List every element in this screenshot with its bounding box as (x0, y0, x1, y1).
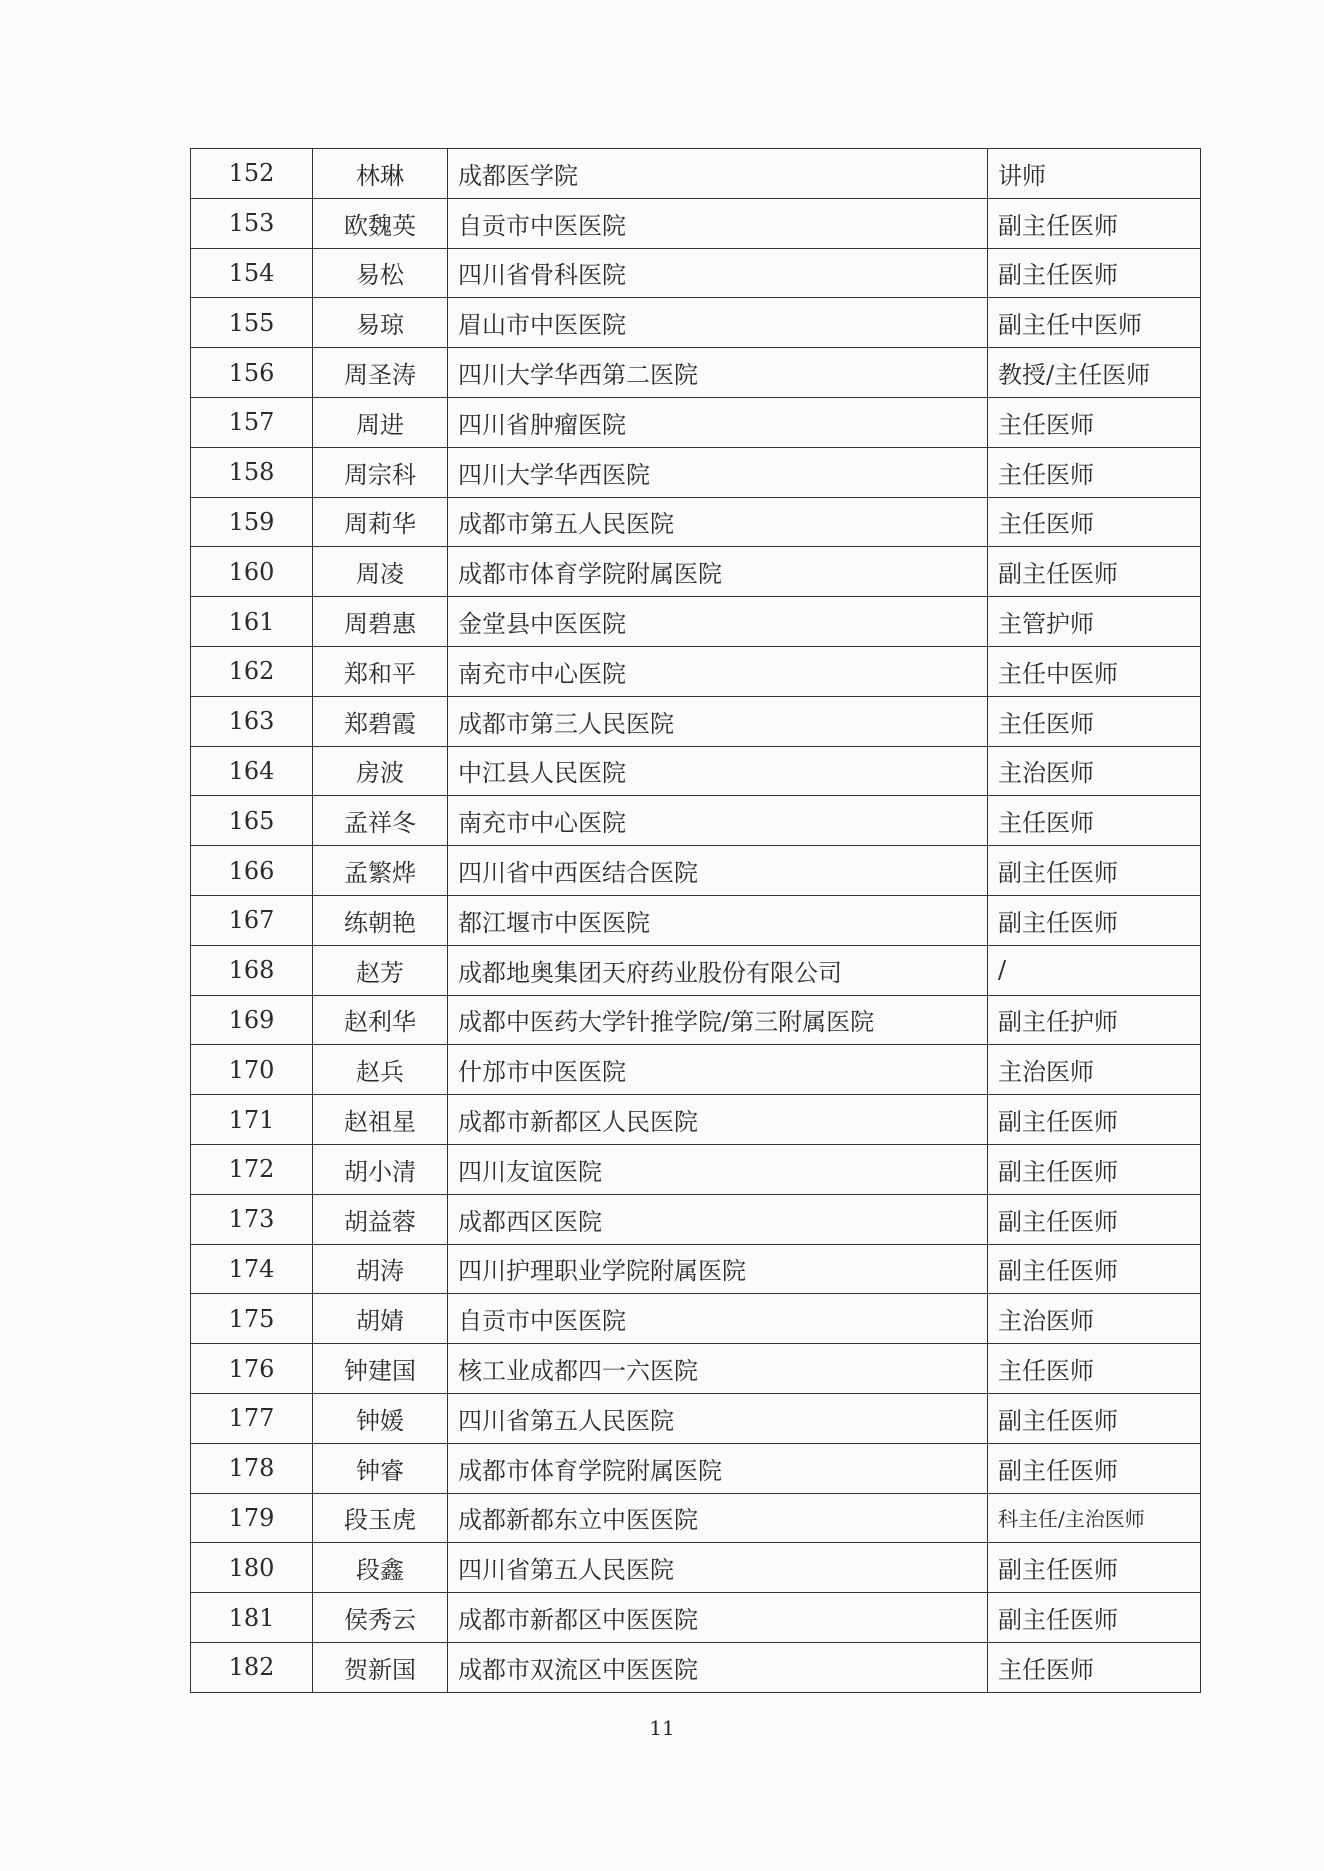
person-name: 周凌 (313, 547, 448, 597)
job-title: 副主任医师 (988, 1095, 1201, 1145)
job-title: 主治医师 (988, 746, 1201, 796)
row-number: 178 (191, 1443, 313, 1493)
job-title: 副主任医师 (988, 547, 1201, 597)
table-row (191, 447, 1201, 497)
row-number: 161 (191, 597, 313, 647)
person-name: 孟祥冬 (313, 796, 448, 846)
job-title: 主治医师 (988, 1294, 1201, 1344)
table-row (191, 547, 1201, 597)
table-row (191, 1144, 1201, 1194)
job-title: 科主任/主治医师 (988, 1493, 1201, 1543)
person-name: 侯秀云 (313, 1593, 448, 1643)
person-name: 房波 (313, 746, 448, 796)
row-number: 170 (191, 1045, 313, 1095)
table-row (191, 945, 1201, 995)
row-number: 167 (191, 895, 313, 945)
row-number: 168 (191, 945, 313, 995)
institution: 自贡市中医医院 (448, 198, 988, 248)
job-title: 副主任医师 (988, 1144, 1201, 1194)
job-title: 副主任医师 (988, 1393, 1201, 1443)
table-row (191, 1393, 1201, 1443)
institution: 四川友谊医院 (448, 1144, 988, 1194)
institution: 四川省骨科医院 (448, 248, 988, 298)
job-title: 副主任医师 (988, 1443, 1201, 1493)
table-row (191, 397, 1201, 447)
table-row (191, 646, 1201, 696)
institution: 成都地奥集团天府药业股份有限公司 (448, 945, 988, 995)
institution: 四川省中西医结合医院 (448, 846, 988, 896)
row-number: 176 (191, 1344, 313, 1394)
row-number: 166 (191, 846, 313, 896)
job-title: 副主任护师 (988, 995, 1201, 1045)
table-row (191, 1194, 1201, 1244)
job-title: 副主任医师 (988, 1194, 1201, 1244)
table-row (191, 1244, 1201, 1294)
job-title: 主治医师 (988, 1045, 1201, 1095)
table-row (191, 1344, 1201, 1394)
institution: 都江堰市中医医院 (448, 895, 988, 945)
table-row (191, 348, 1201, 398)
person-name: 周莉华 (313, 497, 448, 547)
person-name: 段鑫 (313, 1543, 448, 1593)
institution: 南充市中心医院 (448, 646, 988, 696)
institution: 核工业成都四一六医院 (448, 1344, 988, 1394)
person-name: 郑碧霞 (313, 696, 448, 746)
table-row (191, 1443, 1201, 1493)
person-name: 周宗科 (313, 447, 448, 497)
person-name: 胡益蓉 (313, 1194, 448, 1244)
institution: 四川大学华西第二医院 (448, 348, 988, 398)
row-number: 154 (191, 248, 313, 298)
institution: 成都市双流区中医医院 (448, 1642, 988, 1692)
row-number: 171 (191, 1095, 313, 1145)
person-name: 胡涛 (313, 1244, 448, 1294)
person-name: 林琳 (313, 149, 448, 199)
job-title: 主任医师 (988, 447, 1201, 497)
job-title: 主任医师 (988, 1642, 1201, 1692)
job-title: 主任医师 (988, 1344, 1201, 1394)
person-name: 赵兵 (313, 1045, 448, 1095)
institution: 四川省肿瘤医院 (448, 397, 988, 447)
row-number: 179 (191, 1493, 313, 1543)
row-number: 177 (191, 1393, 313, 1443)
job-title: 副主任医师 (988, 248, 1201, 298)
job-title: 讲师 (988, 149, 1201, 199)
person-name: 易松 (313, 248, 448, 298)
table-row (191, 1493, 1201, 1543)
institution: 成都中医药大学针推学院/第三附属医院 (448, 995, 988, 1045)
job-title: / (988, 945, 1201, 995)
row-number: 181 (191, 1593, 313, 1643)
job-title: 副主任医师 (988, 895, 1201, 945)
row-number: 156 (191, 348, 313, 398)
row-number: 174 (191, 1244, 313, 1294)
job-title: 副主任医师 (988, 1593, 1201, 1643)
row-number: 169 (191, 995, 313, 1045)
institution: 自贡市中医医院 (448, 1294, 988, 1344)
person-name: 周进 (313, 397, 448, 447)
institution: 眉山市中医医院 (448, 298, 988, 348)
table-row (191, 796, 1201, 846)
institution: 成都医学院 (448, 149, 988, 199)
row-number: 160 (191, 547, 313, 597)
job-title: 副主任医师 (988, 1244, 1201, 1294)
institution: 成都新都东立中医医院 (448, 1493, 988, 1543)
person-name: 周碧惠 (313, 597, 448, 647)
institution: 四川大学华西医院 (448, 447, 988, 497)
job-title: 主任医师 (988, 497, 1201, 547)
row-number: 172 (191, 1144, 313, 1194)
row-number: 164 (191, 746, 313, 796)
row-number: 180 (191, 1543, 313, 1593)
person-name: 孟繁烨 (313, 846, 448, 896)
table-row (191, 298, 1201, 348)
person-name: 贺新国 (313, 1642, 448, 1692)
row-number: 155 (191, 298, 313, 348)
institution: 成都市体育学院附属医院 (448, 547, 988, 597)
table-row (191, 1045, 1201, 1095)
job-title: 副主任医师 (988, 198, 1201, 248)
job-title: 副主任医师 (988, 1543, 1201, 1593)
person-name: 周圣涛 (313, 348, 448, 398)
person-name: 胡小清 (313, 1144, 448, 1194)
institution: 成都市新都区中医医院 (448, 1593, 988, 1643)
row-number: 158 (191, 447, 313, 497)
institution: 南充市中心医院 (448, 796, 988, 846)
person-name: 赵利华 (313, 995, 448, 1045)
job-title: 主管护师 (988, 597, 1201, 647)
table-row (191, 198, 1201, 248)
roster-table (190, 148, 1201, 1693)
person-name: 段玉虎 (313, 1493, 448, 1543)
table-row (191, 597, 1201, 647)
job-title: 主任中医师 (988, 646, 1201, 696)
row-number: 163 (191, 696, 313, 746)
roster-table-body (191, 149, 1201, 1693)
institution: 成都市新都区人民医院 (448, 1095, 988, 1145)
row-number: 182 (191, 1642, 313, 1692)
person-name: 赵祖星 (313, 1095, 448, 1145)
institution: 金堂县中医医院 (448, 597, 988, 647)
person-name: 易琼 (313, 298, 448, 348)
table-row (191, 846, 1201, 896)
institution: 四川护理职业学院附属医院 (448, 1244, 988, 1294)
row-number: 175 (191, 1294, 313, 1344)
job-title: 副主任医师 (988, 846, 1201, 896)
table-row (191, 248, 1201, 298)
person-name: 练朝艳 (313, 895, 448, 945)
table-row (191, 746, 1201, 796)
institution: 成都市体育学院附属医院 (448, 1443, 988, 1493)
institution: 成都西区医院 (448, 1194, 988, 1244)
person-name: 钟建国 (313, 1344, 448, 1394)
institution: 中江县人民医院 (448, 746, 988, 796)
row-number: 157 (191, 397, 313, 447)
job-title: 副主任中医师 (988, 298, 1201, 348)
person-name: 赵芳 (313, 945, 448, 995)
table-row (191, 1543, 1201, 1593)
person-name: 钟睿 (313, 1443, 448, 1493)
table-row (191, 149, 1201, 199)
row-number: 165 (191, 796, 313, 846)
row-number: 162 (191, 646, 313, 696)
person-name: 郑和平 (313, 646, 448, 696)
job-title: 主任医师 (988, 696, 1201, 746)
job-title: 主任医师 (988, 397, 1201, 447)
table-row (191, 1095, 1201, 1145)
row-number: 153 (191, 198, 313, 248)
institution: 成都市第五人民医院 (448, 497, 988, 547)
person-name: 胡婧 (313, 1294, 448, 1344)
table-row (191, 995, 1201, 1045)
institution: 什邡市中医医院 (448, 1045, 988, 1095)
row-number: 159 (191, 497, 313, 547)
row-number: 152 (191, 149, 313, 199)
table-row (191, 1294, 1201, 1344)
table-row (191, 497, 1201, 547)
job-title: 主任医师 (988, 796, 1201, 846)
institution: 成都市第三人民医院 (448, 696, 988, 746)
person-name: 欧魏英 (313, 198, 448, 248)
table-row (191, 696, 1201, 746)
job-title: 教授/主任医师 (988, 348, 1201, 398)
table-row (191, 895, 1201, 945)
institution: 四川省第五人民医院 (448, 1543, 988, 1593)
row-number: 173 (191, 1194, 313, 1244)
table-row (191, 1593, 1201, 1643)
page-number: 11 (649, 1716, 675, 1740)
person-name: 钟媛 (313, 1393, 448, 1443)
institution: 四川省第五人民医院 (448, 1393, 988, 1443)
table-row (191, 1642, 1201, 1692)
